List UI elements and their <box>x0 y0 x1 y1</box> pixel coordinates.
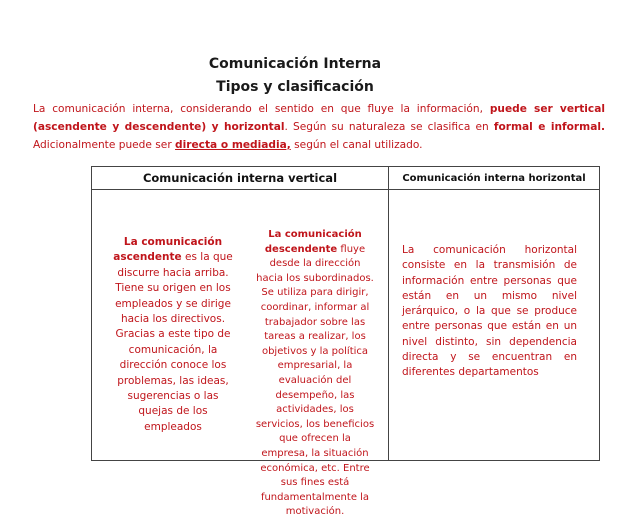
descendente-line: trabajador sobre las <box>264 316 366 328</box>
ascendente-line: quejas de los <box>138 405 208 418</box>
descendente-line: económica, etc. Entre <box>260 462 370 474</box>
ascendente-block <box>112 235 234 435</box>
horizontal-text: La comunicación horizontal consiste en la transmisión de información entre personas que están en un mismo nivel jerárquico, o la que se produce entre personas que están en un nivel distinto, sin dependencia directa y se encuentran en diferentes departamentos <box>402 244 577 379</box>
ascendente-line: hacia los directivos. <box>120 313 226 326</box>
descendente-line: fundamentalmente la <box>260 491 370 503</box>
header-horizontal: Comunicación interna horizontal <box>389 167 600 190</box>
intro-text-3: Adicionalmente puede ser <box>33 139 176 151</box>
ascendente-line: Tiene su origen en los <box>115 282 231 295</box>
header-vertical: Comunicación interna vertical <box>92 167 389 190</box>
ascendente-term: ascendente <box>113 251 182 264</box>
intro-text-2: . Según su naturaleza se clasifica en <box>284 121 494 133</box>
descendente-line-2: fluye <box>337 243 366 255</box>
descendente-line: actividades, los <box>276 404 354 416</box>
intro-bold-2: formal e informal. <box>493 121 605 133</box>
descendente-line: Se utiliza para dirigir, <box>261 287 369 299</box>
descendente-line: empresarial, la <box>277 360 353 372</box>
descendente-line: motivación. <box>285 506 345 518</box>
descendente-line: servicios, los beneficios <box>255 418 375 430</box>
descendente-term: descendente <box>264 243 338 255</box>
descendente-line: coordinar, informar al <box>260 301 370 313</box>
descendente-line: desempeño, las <box>275 389 355 401</box>
title-line-1: Comunicación Interna <box>208 56 382 72</box>
ascendente-line: comunicación, la <box>128 343 218 356</box>
descendente-line: objetivos y la política <box>261 345 369 357</box>
intro-paragraph <box>33 100 605 154</box>
descendente-line: evaluación del <box>278 374 352 386</box>
classification-table <box>91 166 600 518</box>
descendente-line: empresa, la situación <box>261 447 369 459</box>
descendente-line: sus fines está <box>280 477 350 489</box>
ascendente-line: discurre hacia arriba. <box>117 266 229 279</box>
descendente-block <box>250 228 380 520</box>
intro-text-4: según el canal utilizado. <box>290 139 423 151</box>
descendente-heading: La comunicación <box>268 229 362 240</box>
vertical-cell <box>92 190 389 518</box>
intro-bold-1: puede ser vertical (ascendente y descendente) y horizontal <box>33 103 605 133</box>
horizontal-cell <box>389 190 600 461</box>
descendente-line: tareas a realizar, los <box>264 331 366 343</box>
ascendente-line: sugerencias o las <box>127 390 219 403</box>
intro-text-1: La comunicación interna, considerando el sentido en que fluye la información, <box>33 103 490 115</box>
descendente-line: hacia los subordinados. <box>256 272 374 284</box>
ascendente-line: dirección conoce los <box>119 359 227 372</box>
intro-bold-3: directa o mediadia, <box>175 139 291 151</box>
ascendente-heading: La comunicación <box>123 236 223 248</box>
descendente-line: desde la dirección <box>269 258 361 270</box>
descendente-line: que ofrecen la <box>279 433 351 445</box>
ascendente-line: problemas, las ideas, <box>117 374 229 387</box>
ascendente-line: Gracias a este tipo de <box>115 328 231 341</box>
ascendente-line: empleados y se dirige <box>115 297 231 310</box>
ascendente-line-2: es la que <box>181 251 233 264</box>
ascendente-line: empleados <box>144 420 202 433</box>
title-line-2: Tipos y clasificación <box>216 79 374 95</box>
